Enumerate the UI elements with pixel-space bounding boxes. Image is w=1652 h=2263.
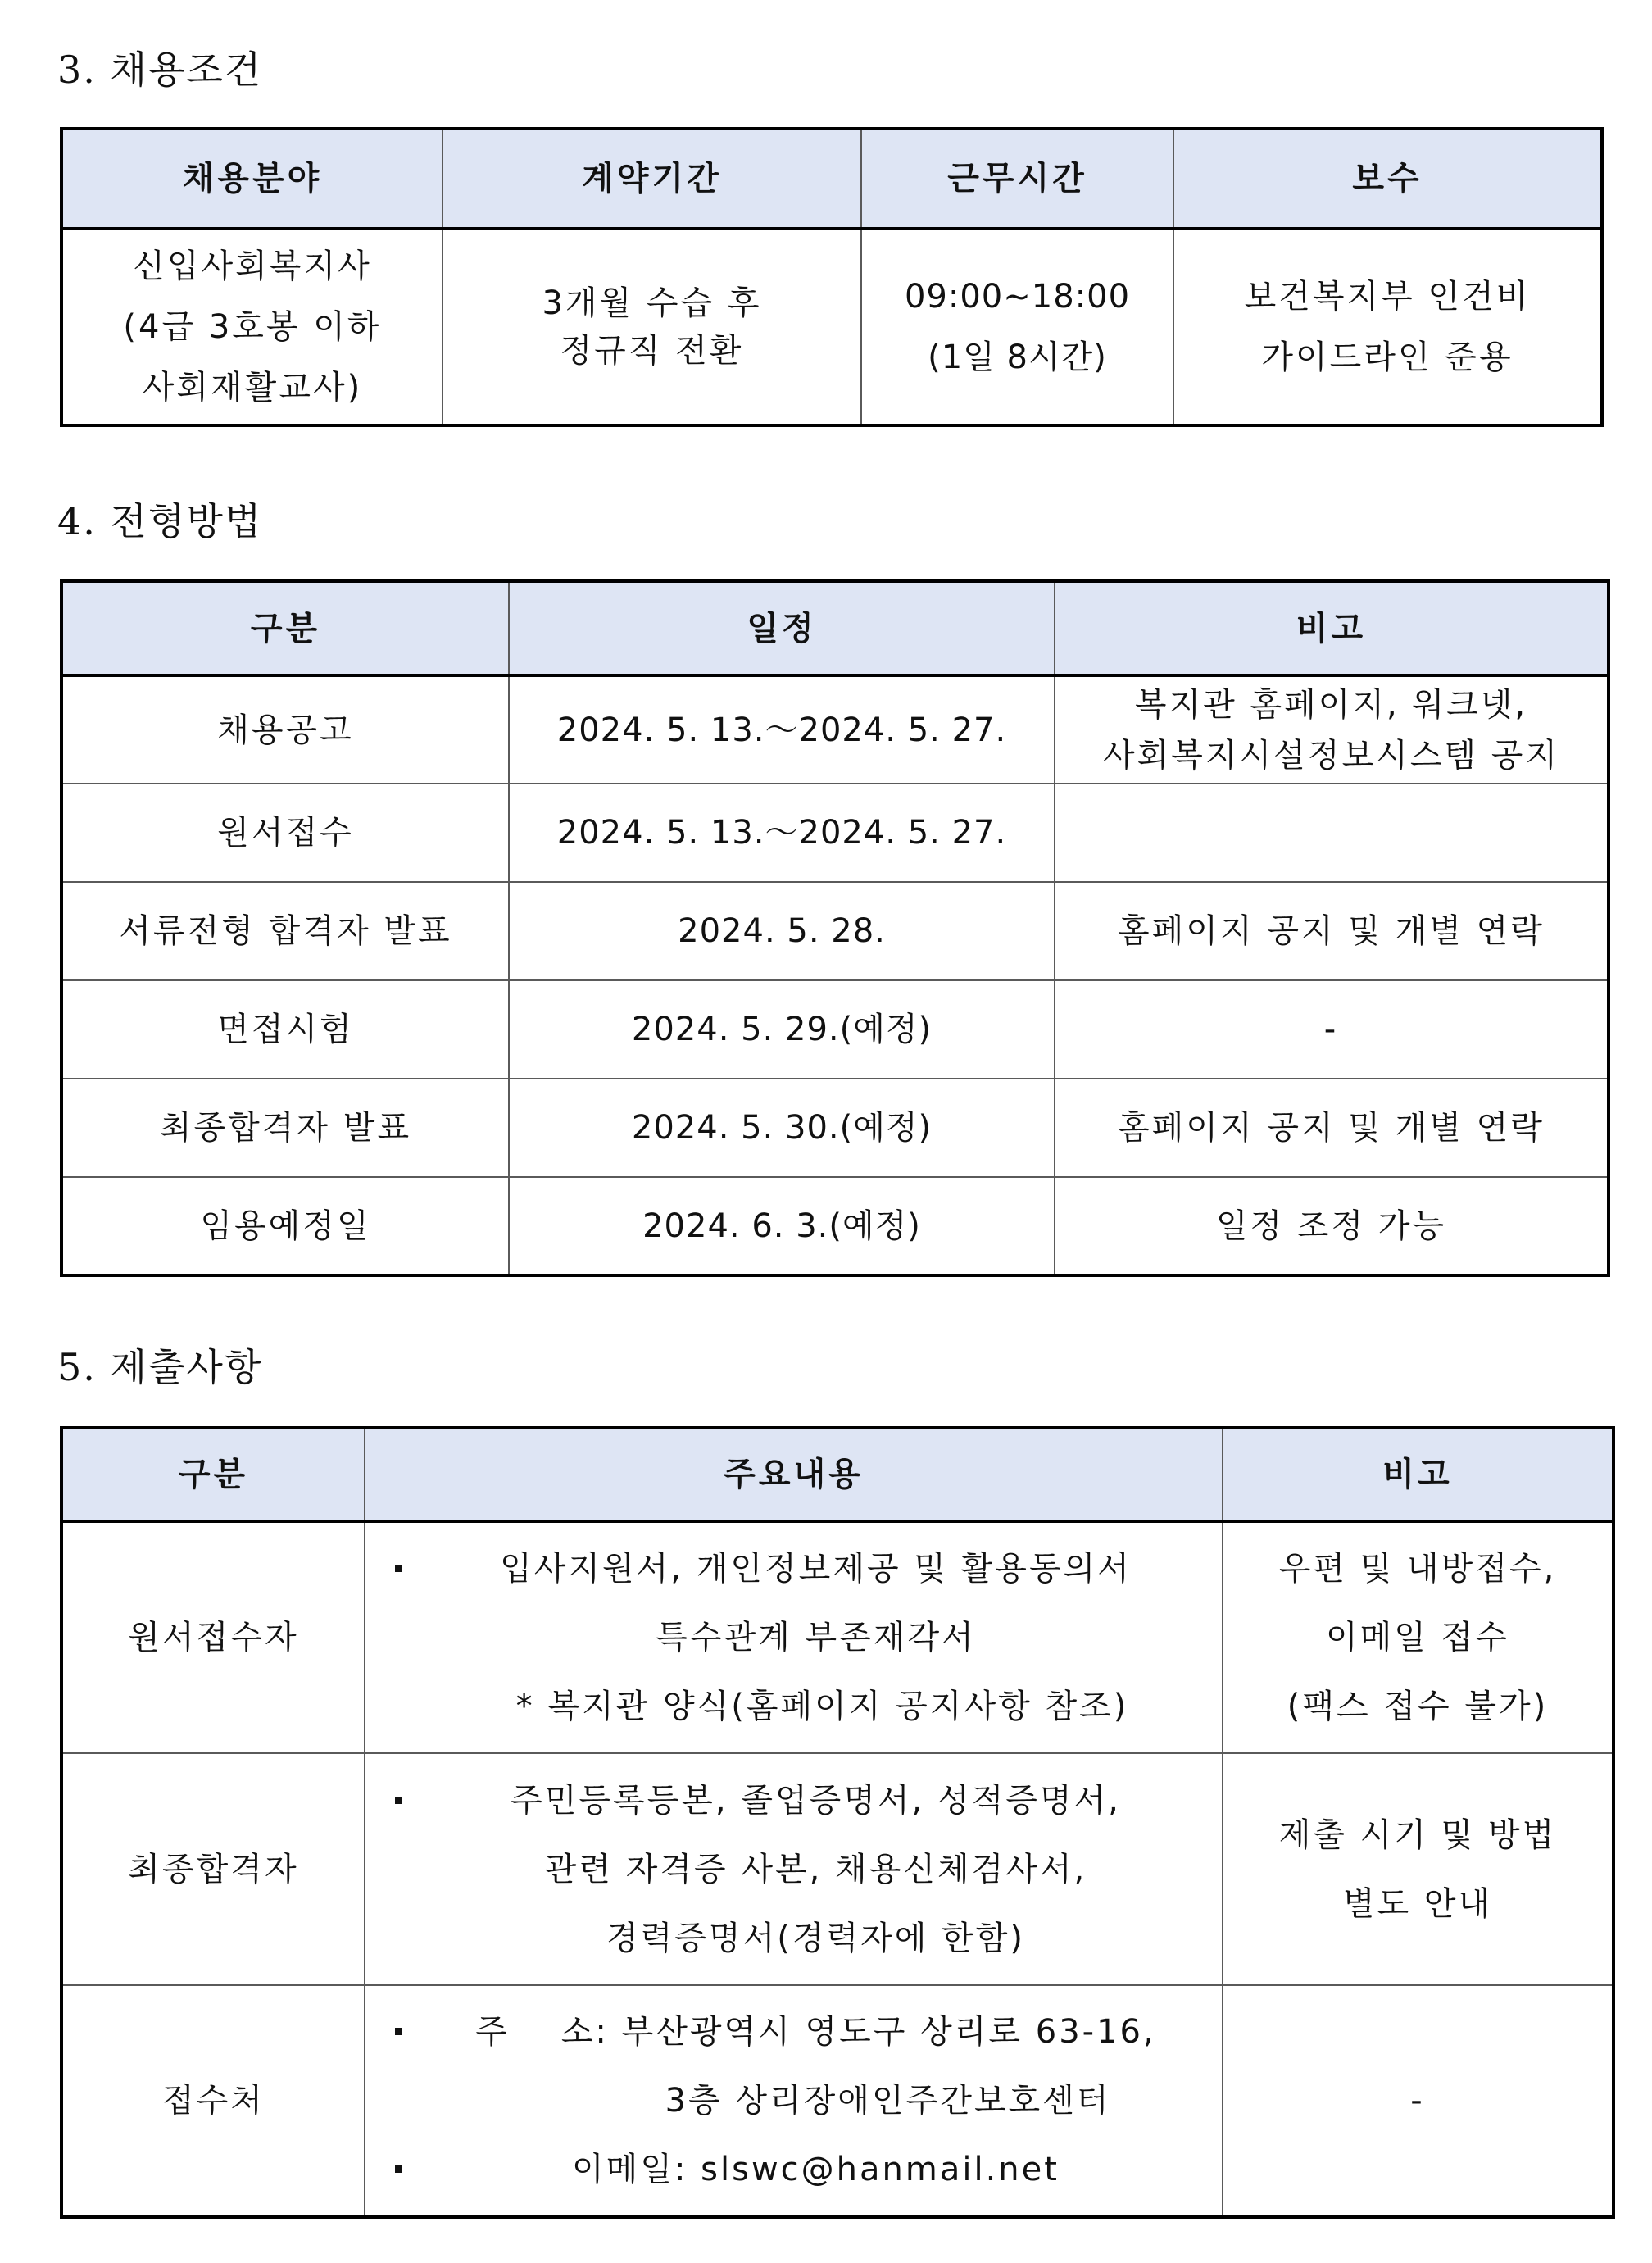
cell-field: 신입사회복지사 (4급 3호봉 이하 사회재활교사): [61, 229, 442, 425]
table-row: [61, 1177, 1609, 1275]
row-category: 최종합격자 발표: [61, 1079, 509, 1177]
row-note: 홈페이지 공지 및 개별 연락: [1055, 1079, 1609, 1177]
header-schedule: 일정: [509, 581, 1055, 675]
applicant-category: 원서접수자: [61, 1521, 365, 1753]
row-note: 복지관 홈페이지, 워크넷, 사회복지시설정보시스템 공지: [1055, 675, 1609, 784]
table-row: [61, 784, 1609, 882]
cell-pay: 보건복지부 인건비 가이드라인 준용: [1173, 229, 1602, 425]
selection-process-table: [60, 579, 1610, 1277]
table-row: [61, 1521, 1613, 1753]
row-schedule: 2024. 6. 3.(예정): [509, 1177, 1055, 1275]
employment-conditions-table: [60, 127, 1604, 427]
row-schedule: 2024. 5. 13.～2024. 5. 27.: [509, 784, 1055, 882]
final-category: 최종합격자: [61, 1753, 365, 1985]
header-note: 비고: [1223, 1428, 1613, 1521]
row-category: 원서접수: [61, 784, 509, 882]
office-email: 이메일: slswc@hanmail.net: [393, 2135, 1210, 2204]
table-row: [61, 675, 1609, 784]
final-content: 주민등록등본, 졸업증명서, 성적증명서, 관련 자격증 사본, 채용신체검사서, 경력증명서(경력자에 한함): [365, 1753, 1223, 1985]
row-category: 임용예정일: [61, 1177, 509, 1275]
header-content: 주요내용: [365, 1428, 1223, 1521]
section-4-title: 4. 전형방법: [57, 499, 263, 543]
row-note: [1055, 784, 1609, 882]
header-contract: 계약기간: [442, 129, 861, 229]
applicant-content: 입사지원서, 개인정보제공 및 활용동의서 특수관계 부존재각서 * 복지관 양식(홈페이지 공지사항 참조): [365, 1521, 1223, 1753]
row-schedule: 2024. 5. 13.～2024. 5. 27.: [509, 675, 1055, 784]
office-address-line2: 3층 상리장애인주간보호센터: [665, 2082, 1111, 2120]
row-note: -: [1055, 980, 1609, 1079]
row-note: 일정 조정 가능: [1055, 1177, 1609, 1275]
office-note: -: [1223, 1985, 1613, 2217]
row-schedule: 2024. 5. 28.: [509, 882, 1055, 980]
office-content: [365, 1985, 1223, 2217]
table-row: [61, 1985, 1613, 2217]
cell-contract: 3개월 수습 후 정규직 전환: [442, 229, 861, 425]
row-schedule: 2024. 5. 29.(예정): [509, 980, 1055, 1079]
header-hours: 근무시간: [861, 129, 1173, 229]
row-category: 채용공고: [61, 675, 509, 784]
cell-hours: 09:00~18:00 (1일 8시간): [861, 229, 1173, 425]
row-category: 면접시험: [61, 980, 509, 1079]
row-note: 홈페이지 공지 및 개별 연락: [1055, 882, 1609, 980]
office-category: 접수처: [61, 1985, 365, 2217]
office-address: 주 소: 부산광역시 영도구 상리로 63-16,: [393, 1997, 1210, 2066]
section-5-title: 5. 제출사항: [57, 1345, 263, 1389]
submission-items-table: [60, 1426, 1615, 2219]
row-schedule: 2024. 5. 30.(예정): [509, 1079, 1055, 1177]
table-row: [61, 980, 1609, 1079]
header-pay: 보수: [1173, 129, 1602, 229]
section-3-title: 3. 채용조건: [57, 48, 263, 92]
header-category: 구분: [61, 581, 509, 675]
final-note: 제출 시기 및 방법 별도 안내: [1223, 1753, 1613, 1985]
table-row: [61, 1753, 1613, 1985]
header-category: 구분: [61, 1428, 365, 1521]
row-category: 서류전형 합격자 발표: [61, 882, 509, 980]
table-row: [61, 1079, 1609, 1177]
applicant-note: 우편 및 내방접수, 이메일 접수 (팩스 접수 불가): [1223, 1521, 1613, 1753]
header-note: 비고: [1055, 581, 1609, 675]
table-row: [61, 882, 1609, 980]
header-field: 채용분야: [61, 129, 442, 229]
